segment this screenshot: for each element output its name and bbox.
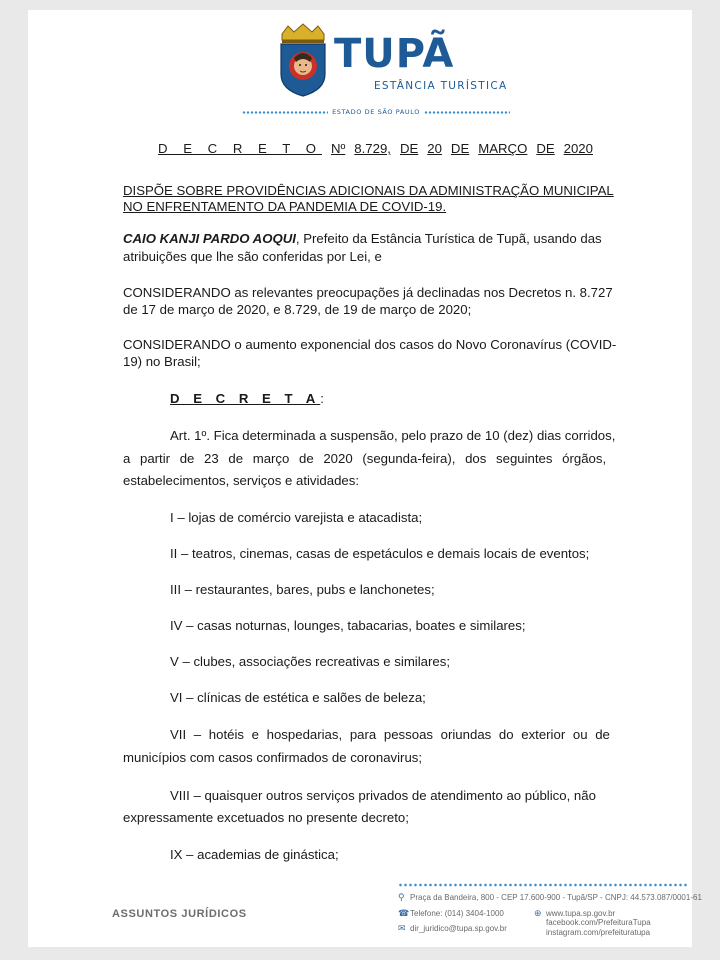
considerando-1-line-2: de 17 de março de 2020, e 8.729, de 19 de março de 2020;	[123, 302, 472, 317]
dotted-divider	[242, 111, 328, 114]
brand-subtitle: ESTÂNCIA TURÍSTICA	[374, 80, 508, 92]
list-item-continued: municípios com casos confirmados de coronavirus;	[123, 750, 423, 765]
decree-word: D E C R E T O	[158, 141, 322, 156]
decreta-colon: :	[320, 391, 324, 406]
list-item: IX – academias de ginástica;	[170, 847, 339, 862]
considerando-1-line-1: CONSIDERANDO as relevantes preocupações já declinadas nos Decretos n. 8.727	[123, 285, 613, 300]
decree-de: DE	[399, 141, 419, 156]
subject-line-2: NO ENFRENTAMENTO DA PANDEMIA DE COVID-19.	[123, 199, 447, 214]
article-1-line-3: estabelecimentos, serviços e atividades:	[123, 473, 360, 488]
considerando-2-line-1: CONSIDERANDO o aumento exponencial dos casos do Novo Coronavírus (COVID-	[123, 337, 617, 352]
list-item: VII – hotéis e hospedarias, para pessoas oriundas do exterior ou de	[170, 727, 610, 742]
phone-icon: ☎	[398, 908, 410, 918]
footer-dotted-divider	[398, 883, 688, 887]
footer-instagram: instagram.com/prefeituratupa	[546, 928, 651, 937]
list-item: V – clubes, associações recreativas e similares;	[170, 654, 450, 669]
footer-facebook: facebook.com/PrefeituraTupa	[546, 918, 651, 927]
decree-month: MARÇO	[478, 141, 528, 156]
location-pin-icon: ⚲	[398, 892, 405, 902]
decree-number-sign: Nº	[330, 141, 346, 156]
state-banner	[242, 105, 510, 119]
decree-de: DE	[450, 141, 470, 156]
mayor-name: CAIO KANJI PARDO AOQUI	[123, 231, 296, 246]
subject-line-1: DISPÕE SOBRE PROVIDÊNCIAS ADICIONAIS DA ADMINISTRAÇÃO MUNICIPAL	[123, 183, 614, 198]
decreta-word: D E C R E T A	[170, 391, 321, 406]
decree-day: 20	[427, 141, 442, 156]
dotted-divider	[424, 111, 510, 114]
brand-title: TUPÃ	[334, 31, 455, 77]
article-1-line-2: a partir de 23 de março de 2020 (segunda-feira), dos seguintes órgãos,	[123, 451, 607, 466]
decree-number: 8.729,	[354, 141, 391, 156]
considerando-2-line-2: 19) no Brasil;	[123, 354, 201, 369]
footer-phone: ☎Telefone: (014) 3404-1000	[398, 908, 504, 918]
email-icon: ✉	[398, 923, 406, 933]
list-item: II – teatros, cinemas, casas de espetáculos e demais locais de eventos;	[170, 546, 590, 561]
preamble-line-2: atribuições que lhe são conferidas por Lei, e	[123, 249, 382, 264]
footer-website: ⊕ www.tupa.sp.gov.br	[534, 908, 616, 918]
decreta-heading	[170, 390, 324, 408]
decree-year: 2020	[563, 141, 593, 156]
footer-email: ✉ dir_juridico@tupa.sp.gov.br	[398, 923, 507, 933]
list-item: VI – clínicas de estética e salões de beleza;	[170, 690, 426, 705]
city-crest-icon	[278, 22, 328, 98]
preamble-line-1	[123, 230, 602, 248]
footer-department: ASSUNTOS JURÍDICOS	[112, 908, 247, 920]
decree-title	[158, 141, 593, 156]
brand-logo	[334, 31, 508, 112]
decree-de: DE	[536, 141, 555, 156]
article-1-line-1: Art. 1º. Fica determinada a suspensão, pelo prazo de 10 (dez) dias corridos,	[170, 428, 616, 443]
globe-icon: ⊕	[534, 908, 542, 918]
footer-address: ⚲ Praça da Bandeira, 800 - CEP 17.600-900 - Tupã/SP - CNPJ: 44.573.087/0001-61	[398, 892, 702, 902]
list-item: III – restaurantes, bares, pubs e lanchonetes;	[170, 582, 435, 597]
list-item-continued: expressamente excetuados no presente decreto;	[123, 810, 409, 825]
list-item: IV – casas noturnas, lounges, tabacarias, boates e similares;	[170, 618, 526, 633]
list-item: I – lojas de comércio varejista e atacadista;	[170, 510, 423, 525]
preamble-rest: , Prefeito da Estância Turística de Tupã, usando das	[295, 231, 602, 246]
document-page	[28, 10, 702, 947]
list-item: VIII – quaisquer outros serviços privados de atendimento ao público, não	[170, 788, 596, 803]
state-label: ESTADO DE SÃO PAULO	[332, 108, 420, 116]
